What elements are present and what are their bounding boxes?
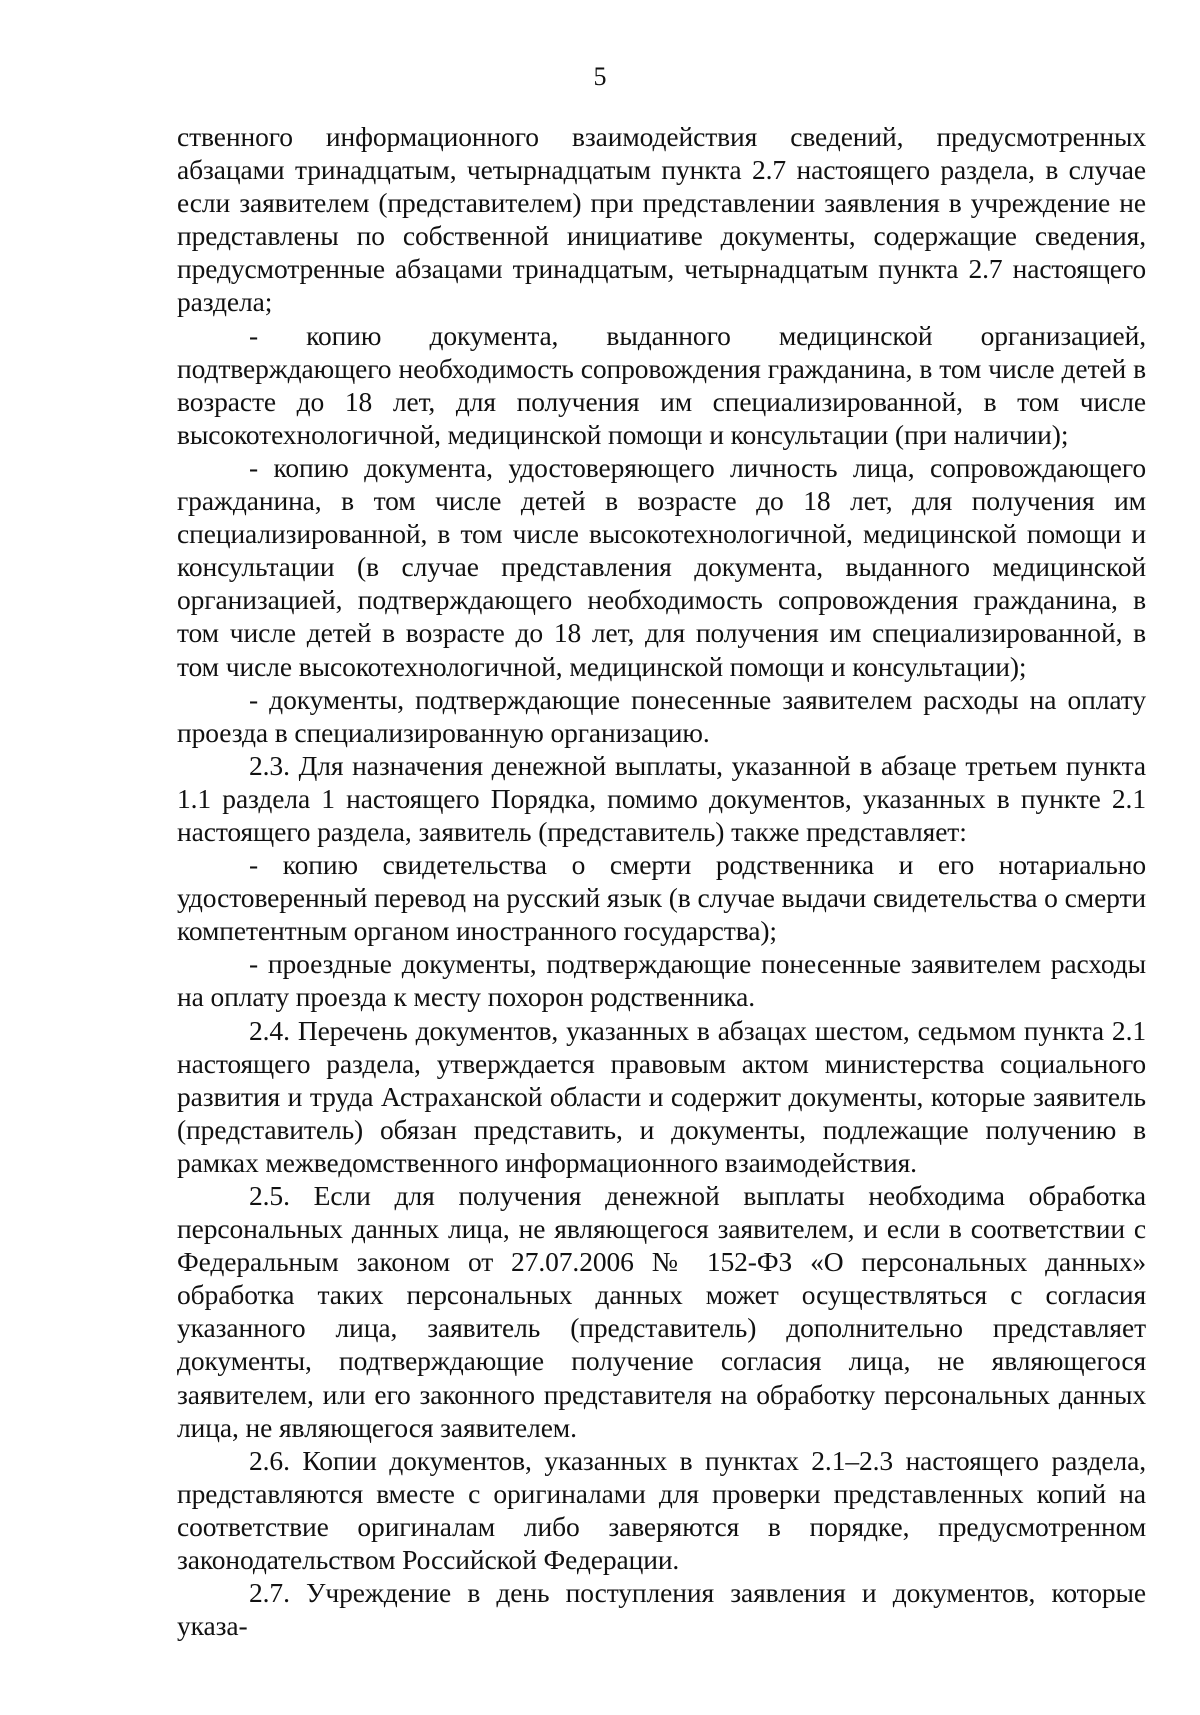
page-number: 5: [593, 62, 607, 91]
document-body: [177, 120, 1146, 1642]
paragraph-death-certificate: - копию свидетельства о смерти родственника и его нотариально удостоверенный перевод на русский язык (в случае выдачи свидетельства о смерти компетентным органом иностранного государства);: [177, 849, 1146, 947]
paragraph-section-2-7: 2.7. Учреждение в день поступления заявления и документов, которые указа-: [177, 1577, 1146, 1642]
paragraph-section-2-3: 2.3. Для назначения денежной выплаты, указанной в абзаце третьем пункта 1.1 раздела 1 настоящего Порядка, помимо документов, указанных в пункте 2.1 настоящего раздела, заявитель (представитель) также представляет:: [177, 749, 1146, 847]
paragraph-escort-identity-document: - копию документа, удостоверяющего личность лица, сопровождающего гражданина, в том числе детей в возрасте до 18 лет, для получения им специализированной, в том числе высокотехнологичной, медицинской помощи и консультации (в случае представления документа, выданного медицинской организацией, подтверждающего необходимость сопровождения гражданина, в том числе детей в возрасте до 18 лет, для получения им специализированной, в том числе высокотехнологичной, медицинской помощи и консультации);: [177, 451, 1146, 682]
paragraph-travel-expense-documents: - документы, подтверждающие понесенные заявителем расходы на оплату проезда в специализированную организацию.: [177, 683, 1146, 748]
paragraph-medical-escort-document: - копию документа, выданного медицинской организацией, подтверждающего необходимость сопровождения гражданина, в том числе детей в возрасте до 18 лет, для получения им специализированной, в том числе высокотехнологичной, медицинской помощи и консультации (при наличии);: [177, 319, 1146, 450]
paragraph-section-2-6: 2.6. Копии документов, указанных в пунктах 2.1–2.3 настоящего раздела, представляются вместе с оригиналами для проверки представленных копий на соответствие оригиналам либо заверяются в порядке, предусмотренном законодательством Российской Федерации.: [177, 1444, 1146, 1576]
paragraph-section-2-4: 2.4. Перечень документов, указанных в абзацах шестом, седьмом пункта 2.1 настоящего раздела, утверждается правовым актом министерства социального развития и труда Астраханской области и содержит документы, которые заявитель (представитель) обязан представить, и документы, подлежащие получению в рамках межведомственного информационного взаимодействия.: [177, 1014, 1146, 1178]
paragraph-continuation: ственного информационного взаимодействия сведений, предусмотренных абзацами тринадцатым, четырнадцатым пункта 2.7 настоящего раздела, в случае если заявителем (представителем) при представлении заявления в учреждение не представлены по собственной инициативе документы, содержащие сведения, предусмотренные абзацами тринадцатым, четырнадцатым пункта 2.7 настоящего раздела;: [177, 121, 1146, 318]
paragraph-funeral-travel-documents: - проездные документы, подтверждающие понесенные заявителем расходы на оплату проезда к месту похорон родственника.: [177, 948, 1146, 1013]
paragraph-section-2-5: 2.5. Если для получения денежной выплаты необходима обработка персональных данных лица, не являющегося заявителем, и если в соответствии с Федеральным законом от 27.07.2006 № 152-ФЗ «О персональных данных» обработка таких персональных данных может осуществляться с согласия указанного лица, заявитель (представитель) дополнительно представляет документы, подтверждающие получение согласия лица, не являющегося заявителем, или его законного представителя на обработку персональных данных лица, не являющегося заявителем.: [177, 1180, 1146, 1443]
